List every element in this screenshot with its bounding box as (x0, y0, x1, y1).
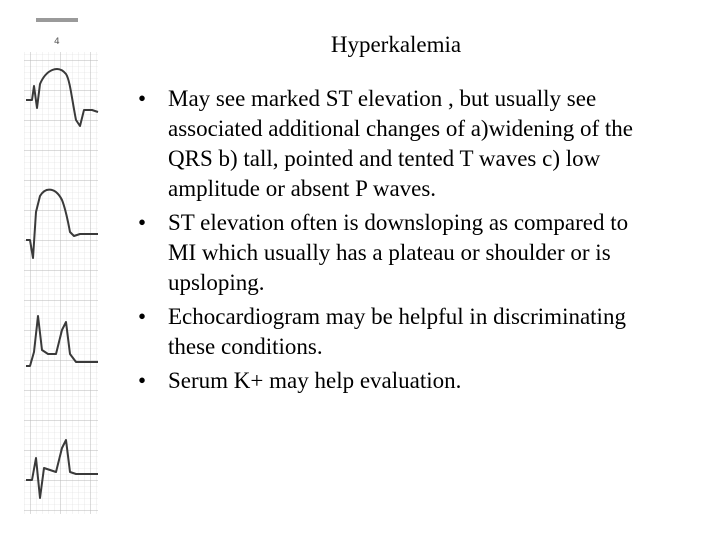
slide-title: Hyperkalemia (330, 32, 462, 57)
bullet-item (138, 84, 658, 204)
bullet-text: May see marked ST elevation , but usually see associated additional changes of a)widening of the QRS b) tall, pointed and tented T waves c) low amplitude or absent P waves. (168, 86, 633, 201)
bullet-icon: • (138, 304, 147, 329)
bullet-icon: • (138, 210, 147, 235)
bullet-text: Serum K+ may help evaluation. (168, 368, 462, 393)
bullet-text: Echocardiogram may be helpful in discriminating these conditions. (168, 304, 626, 359)
bullet-icon: • (138, 368, 147, 393)
top-mark-line (36, 18, 78, 22)
bullet-icon: • (138, 86, 147, 111)
ecg-strip-image (0, 0, 110, 540)
ecg-grid (24, 52, 98, 514)
ecg-tracing-icon (0, 0, 110, 540)
bullet-item (138, 366, 658, 396)
bullet-list (138, 84, 658, 400)
bullet-item (138, 302, 658, 362)
strip-label: 4 (54, 37, 60, 47)
bullet-text: ST elevation often is downsloping as compared to MI which usually has a plateau or shoulder or is upsloping. (168, 210, 629, 295)
bullet-item (138, 208, 658, 298)
